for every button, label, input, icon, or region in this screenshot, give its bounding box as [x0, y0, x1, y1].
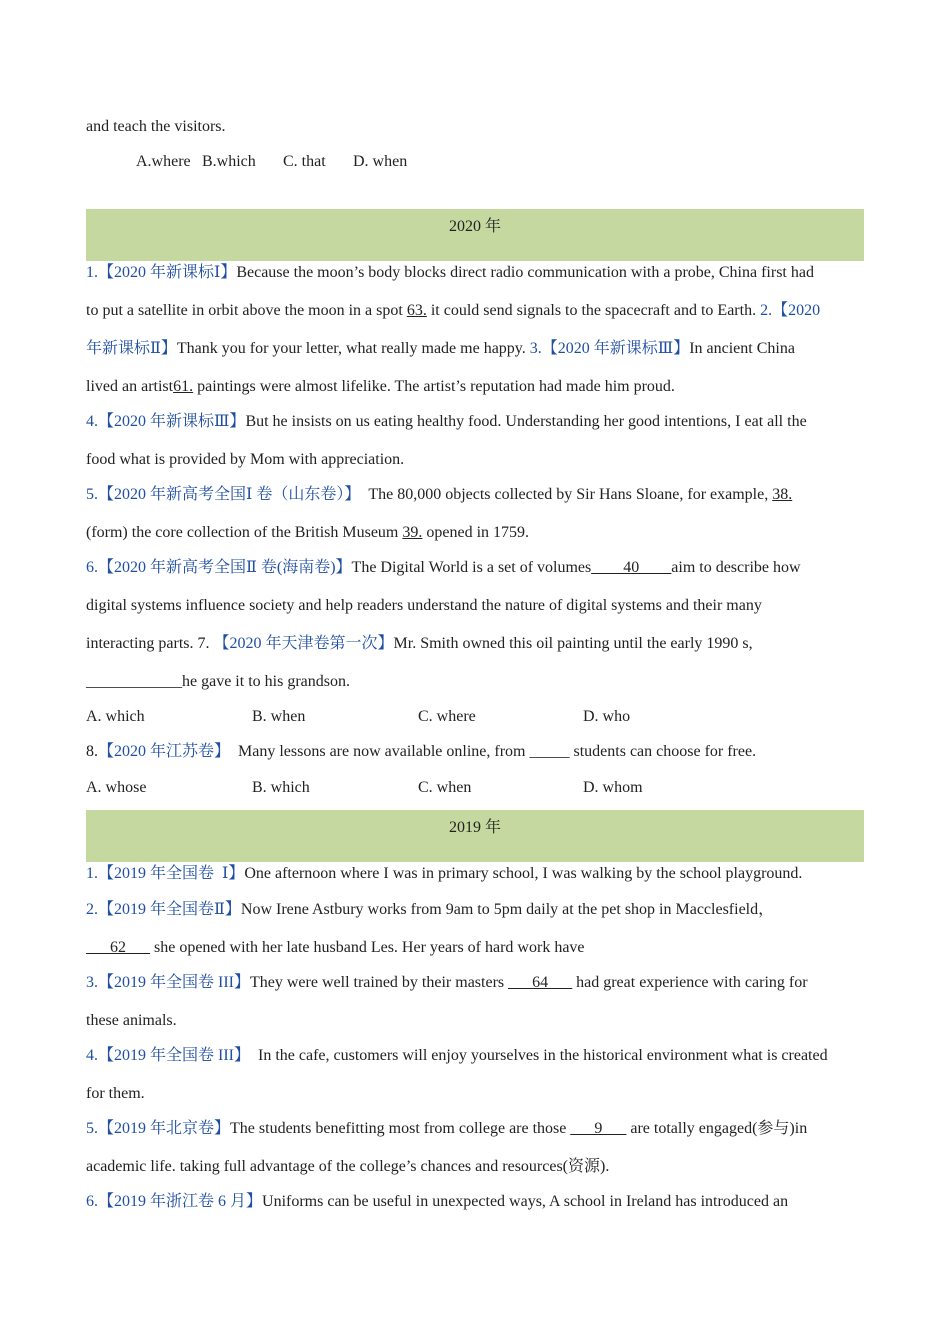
source-tag: 【2019 年北京卷】	[98, 1120, 231, 1137]
source-tag: 【2019 年全国卷 III】	[98, 974, 250, 991]
year-band-2020	[86, 209, 864, 261]
answer-blank: ____________	[86, 673, 182, 690]
question-2019-6: 6.【2019 年浙江卷 6 月】Uniforms can be useful in unexpected ways, A school in Ireland has introduced an	[86, 1193, 789, 1210]
question-2019-5: 5.【2019 年北京卷】The students benefitting most from college are those ___9___ are totally engaged(参与)in	[86, 1120, 808, 1137]
question-2019-5-cont: academic life. taking full advantage of the college’s chances and resources(资源).	[86, 1158, 610, 1175]
question-2019-3-cont: these animals.	[86, 1012, 177, 1029]
answer-blank: ___64___	[508, 974, 573, 991]
source-tag: 【2020 年新高考全国Ⅱ 卷(海南卷)】	[98, 559, 352, 576]
source-tag: 【2020 年新高考全国Ⅰ 卷（山东卷）】	[98, 486, 361, 503]
source-tag: 【2020 年新课标Ⅲ】	[98, 413, 246, 430]
option-d: D. when	[353, 153, 408, 170]
option-c: C. where	[418, 708, 476, 725]
option-a: A. whose	[86, 779, 147, 796]
question-2020-3-cont: lived an artist61. paintings were almost lifelike. The artist’s reputation had made him proud.	[86, 378, 675, 395]
source-tag: 【2019 年全国卷 III】	[98, 1047, 250, 1064]
option-d: D. who	[583, 708, 631, 725]
source-tag: 【2020 年江苏卷】	[98, 743, 231, 760]
question-2020-5: 5.【2020 年新高考全国Ⅰ 卷（山东卷）】 The 80,000 objects collected by Sir Hans Sloane, for example, 38.	[86, 486, 793, 503]
source-tag: 【2019 年全国卷Ⅱ】	[98, 901, 241, 918]
option-b: B.which	[202, 153, 256, 170]
source-tag: 【2020 年新课标Ⅲ】	[541, 340, 690, 357]
question-2020-1-cont: to put a satellite in orbit above the moon in a spot 63. it could send signals to the spacecraft and to Earth. 2.【2020	[86, 302, 821, 319]
question-2020-1: 1.【2020 年新课标Ⅰ】Because the moon’s body blocks direct radio communication with a probe, China first had	[86, 264, 814, 281]
option-d: D. whom	[583, 779, 643, 796]
source-tag: 【2019 年全国卷 Ⅰ】	[98, 865, 245, 882]
question-2019-4: 4.【2019 年全国卷 III】 In the cafe, customers will enjoy yourselves in the historical environment what is created	[86, 1047, 828, 1064]
answer-blank: ___9___	[570, 1120, 627, 1137]
source-tag: 【2020 年新课标Ⅰ】	[98, 264, 237, 281]
question-2020-7-cont: ____________he gave it to his grandson.	[86, 673, 350, 690]
source-tag: 年新课标Ⅱ】	[86, 340, 177, 357]
question-2020-5-cont: (form) the core collection of the British Museum 39. opened in 1759.	[86, 524, 530, 541]
question-2020-8: 8.【2020 年江苏卷】 Many lessons are now available online, from _____ students can choose for free.	[86, 743, 757, 760]
text-line: and teach the visitors.	[86, 118, 226, 135]
question-2019-3: 3.【2019 年全国卷 III】They were well trained by their masters ___64___ had great experience with caring for	[86, 974, 808, 991]
year-label: 2020 年	[448, 218, 501, 235]
question-2020-6-cont: digital systems influence society and help readers understand the nature of digital systems and their many	[86, 597, 762, 614]
question-2019-4-cont: for them.	[86, 1085, 145, 1102]
option-c: C. that	[283, 153, 326, 170]
year-label: 2019 年	[448, 819, 501, 836]
question-2020-2: 年新课标Ⅱ】Thank you for your letter, what really made me happy. 3.【2020 年新课标Ⅲ】In ancient China	[86, 340, 795, 357]
answer-blank: 38.	[772, 486, 793, 503]
source-tag: 【2020 年天津卷第一次】	[213, 635, 394, 652]
question-2020-6: 6.【2020 年新高考全国Ⅱ 卷(海南卷)】The Digital World is a set of volumes____40____aim to describe how	[86, 559, 801, 576]
year-band-2019	[86, 810, 864, 862]
option-a: A.where	[136, 153, 191, 170]
question-2019-2: 2.【2019 年全国卷Ⅱ】Now Irene Astbury works from 9am to 5pm daily at the pet shop in Macclesfield，	[86, 901, 775, 918]
question-2019-1: 1.【2019 年全国卷 Ⅰ】One afternoon where I was in primary school, I was walking by the school playground.	[86, 865, 803, 882]
option-b: B. which	[252, 779, 310, 796]
source-tag: 【2020	[772, 302, 821, 319]
answer-blank: 61.	[173, 378, 194, 395]
answer-blank: ___62___	[86, 939, 150, 956]
option-b: B. when	[252, 708, 306, 725]
answer-blank: 39.	[402, 524, 423, 541]
question-2020-4: 4.【2020 年新课标Ⅲ】But he insists on us eating healthy food. Understanding her good intentions, I eat all the	[86, 413, 807, 430]
question-2020-4-cont: food what is provided by Mom with appreciation.	[86, 451, 405, 468]
option-c: C. when	[418, 779, 472, 796]
option-a: A. which	[86, 708, 145, 725]
question-2020-7: interacting parts. 7. 【2020 年天津卷第一次】Mr. Smith owned this oil painting until the early 1990 s,	[86, 635, 753, 652]
source-tag: 【2019 年浙江卷 6 月】	[98, 1193, 263, 1210]
question-2019-2-cont: ___62___ she opened with her late husband Les. Her years of hard work have	[86, 939, 585, 956]
answer-blank: 63.	[406, 302, 427, 319]
answer-blank: ____40____	[591, 559, 672, 576]
